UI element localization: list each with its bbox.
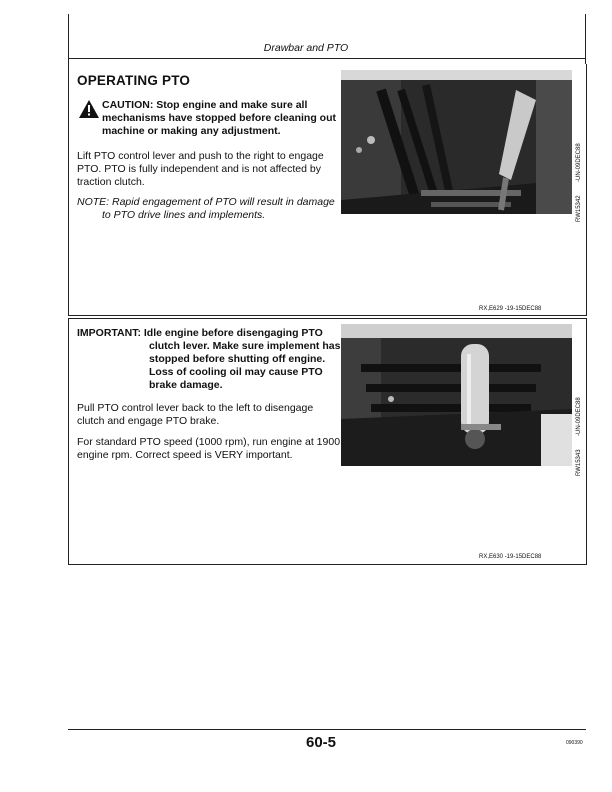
caution-line-2: mechanisms have stopped before cleaning out [102, 112, 336, 124]
caution-line-1: CAUTION: Stop engine and make sure all [102, 99, 308, 111]
body-line: Lift PTO control lever and push to the right to engage [77, 150, 324, 162]
important-line-3: stopped before shutting off engine. [149, 353, 326, 365]
section-footer-code: RX,E629 -19-15DEC88 [479, 306, 542, 312]
document-code: 090390 [566, 740, 583, 746]
pto-lever-photo-lowered [341, 324, 572, 466]
photo-code: -UN-09DEC88 [576, 143, 582, 182]
caution-line-3: machine or making any adjustment. [102, 125, 281, 137]
caution-triangle-icon [79, 100, 99, 118]
body-line: For standard PTO speed (1000 rpm), run engine at 1900 [77, 436, 341, 448]
header-rule [68, 58, 586, 59]
important-line-5: brake damage. [149, 379, 223, 391]
photo-code: -UN-09DEC88 [576, 397, 582, 436]
section-footer-code: RX,E630 -19-15DEC88 [479, 554, 542, 560]
important-line-1: IMPORTANT: Idle engine before disengaging PTO [77, 327, 323, 339]
body-line: PTO. PTO is fully independent and is not affected by [77, 163, 321, 175]
page-right-rule [585, 14, 586, 64]
section-heading: OPERATING PTO [77, 73, 191, 88]
body-line: clutch and engage PTO brake. [77, 415, 220, 427]
page-number: 60-5 [306, 734, 337, 751]
note-line-2: to PTO drive lines and implements. [102, 209, 266, 221]
photo-illustration [341, 324, 572, 466]
body-line: engine rpm. Correct speed is VERY important. [77, 449, 293, 461]
photo-illustration [341, 70, 572, 214]
pto-lever-photo-raised [341, 70, 572, 214]
body-line: traction clutch. [77, 176, 145, 188]
body-line: Pull PTO control lever back to the left to disengage [77, 402, 314, 414]
photo-code: RW15343 [576, 449, 582, 476]
photo-code: RW15342 [576, 195, 582, 222]
running-header: Drawbar and PTO [263, 42, 349, 54]
footer-rule [68, 729, 586, 730]
important-line-4: Loss of cooling oil may cause PTO [149, 366, 323, 378]
note-line-1: NOTE: Rapid engagement of PTO will result in damage [77, 196, 335, 208]
important-line-2: clutch lever. Make sure implement has [149, 340, 341, 352]
page-left-rule [68, 14, 69, 64]
